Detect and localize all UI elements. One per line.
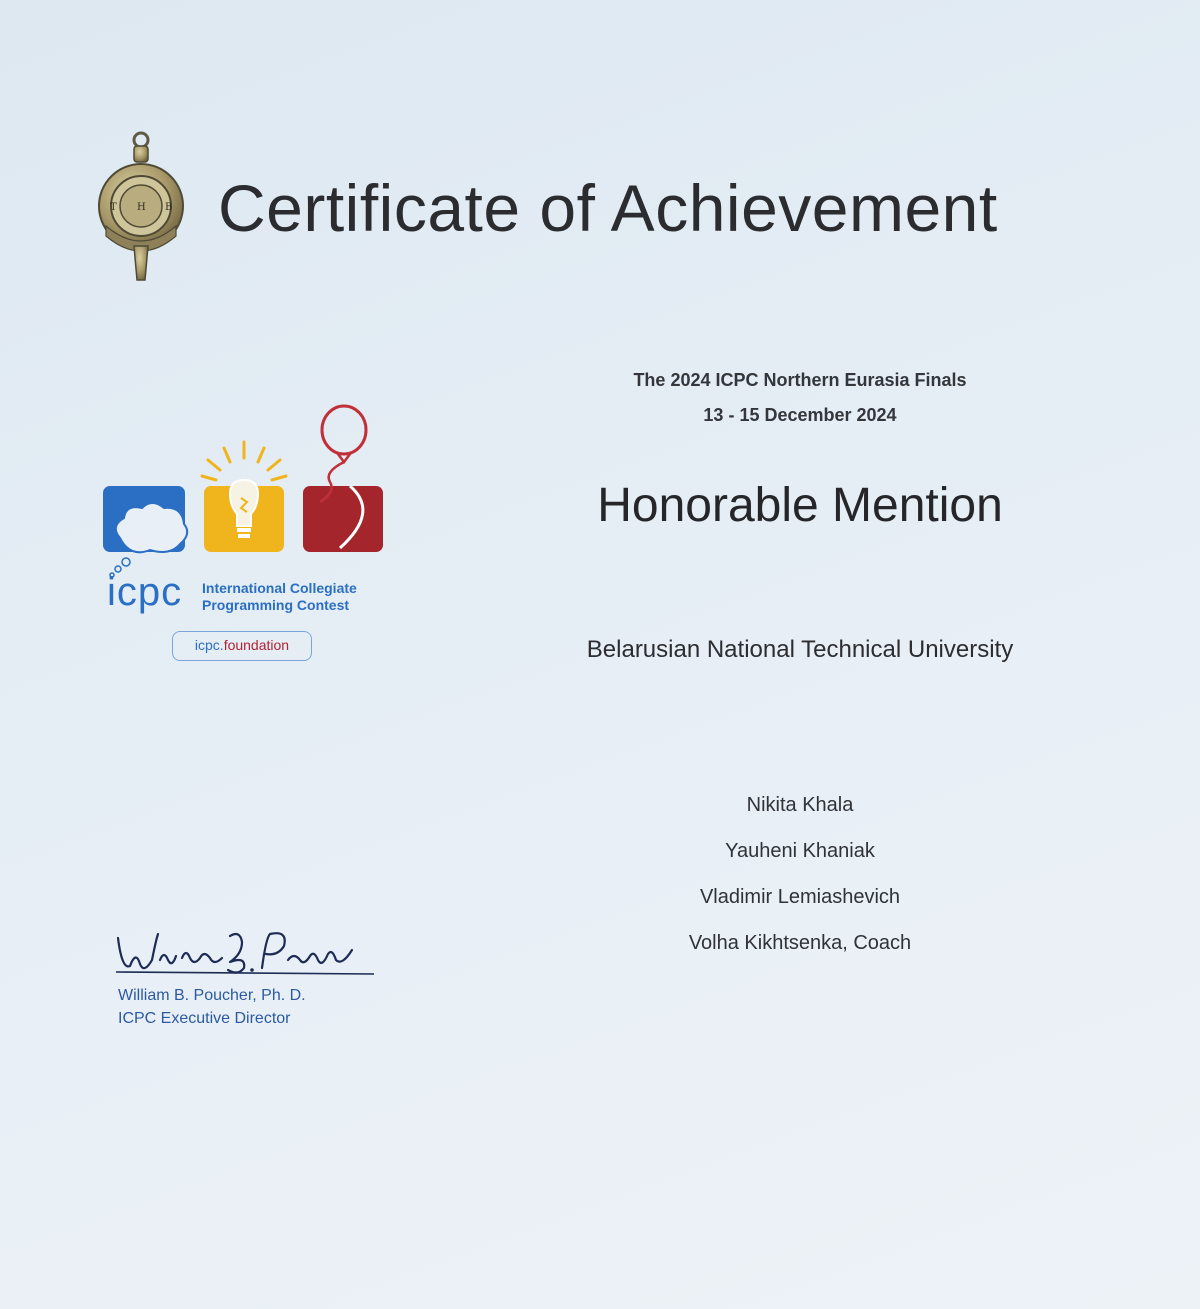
icpc-subtitle	[202, 580, 357, 614]
url-part-icpc: icpc.	[194, 637, 224, 653]
url-part-foundation: foundation	[223, 637, 290, 653]
icpc-subtitle-line1: International Collegiate	[202, 580, 357, 596]
team-member: Vladimir Lemiashevich	[699, 886, 901, 908]
signatory-role: ICPC Executive Director	[118, 1010, 291, 1027]
icpc-foundation-badge	[172, 631, 312, 661]
team-member: Yauheni Khaniak	[725, 840, 875, 862]
icpc-wordmark: icpc	[107, 570, 183, 614]
signatory-name: William B. Poucher, Ph. D.	[118, 987, 306, 1004]
team-coach: Volha Kikhtsenka, Coach	[688, 932, 912, 954]
medal-letter-left: T	[110, 202, 117, 213]
medal-letter-right: B	[165, 202, 173, 213]
icpc-subtitle-line2: Programming Contest	[202, 597, 350, 613]
certificate-title: Certificate of Achievement	[218, 171, 998, 245]
award-title: Honorable Mention	[597, 479, 1003, 532]
event-dates: 13 - 15 December 2024	[703, 405, 897, 425]
signature-image	[112, 920, 382, 990]
institution-name: Belarusian National Technical University	[586, 636, 1014, 663]
team-member: Nikita Khala	[746, 794, 854, 816]
medal-letter-center: H	[137, 202, 146, 213]
event-name: The 2024 ICPC Northern Eurasia Finals	[633, 370, 967, 390]
medal-icon	[96, 130, 186, 285]
